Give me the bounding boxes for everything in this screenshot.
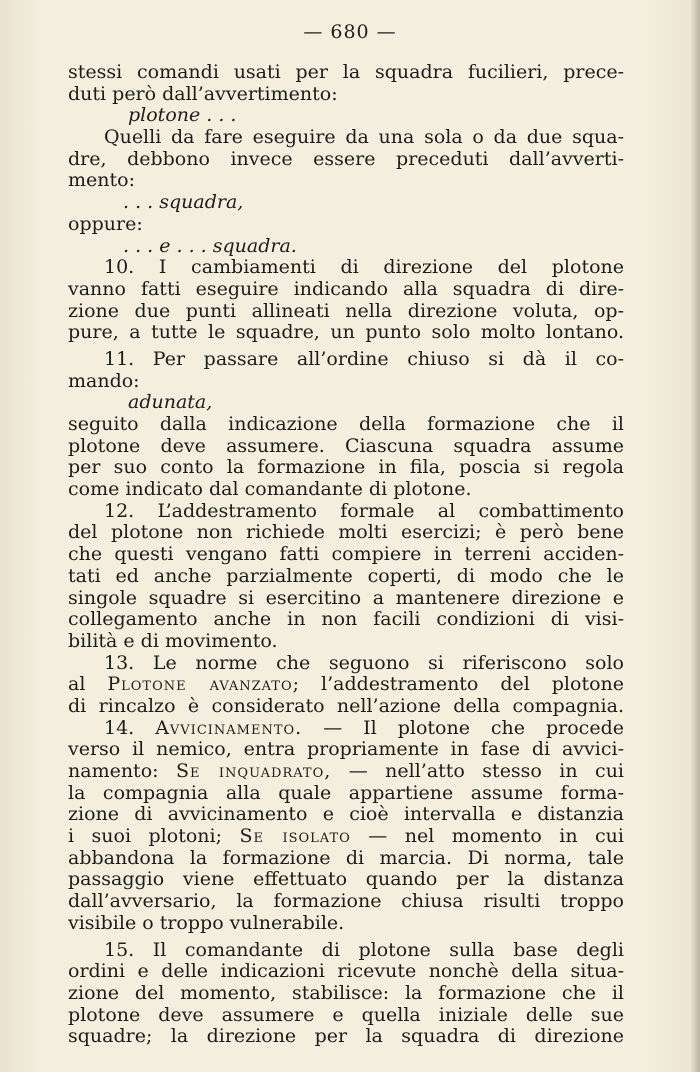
text-line: plotone deve assumere e quella iniziale delle sue: [68, 1004, 624, 1026]
text-line: zione due punti allineati nella direzione voluta, op-: [68, 300, 624, 322]
text-line: . . . e . . . squadra.: [123, 235, 297, 257]
text-line: 11. Per passare all’ordine chiuso si dà il co-: [104, 348, 624, 370]
text-line: squadre; la direzione per la squadra di direzione: [68, 1026, 624, 1048]
text-line: plotone deve assumere. Ciascuna squadra assume: [68, 435, 624, 457]
text-line: ordini e delle indicazioni ricevute nonchè della situa-: [68, 961, 624, 983]
text-line: plotone . . .: [128, 105, 237, 127]
text-line: pure, a tutte le squadre, un punto solo molto lontano.: [68, 322, 624, 344]
text-line: oppure:: [68, 213, 143, 235]
text-line: zione del momento, stabilisce: la formazione che il: [68, 982, 624, 1004]
page-number: — 680 —: [303, 21, 397, 43]
text-line: singole squadre si esercitino a mantenere direzione e: [68, 587, 624, 609]
text-line: del plotone non richiede molti esercizi; è però bene: [68, 522, 624, 544]
text-line: al Plotone avanzato; l’addestramento del plotone: [68, 674, 624, 696]
text-line: 10. I cambiamenti di direzione del plotone: [104, 257, 624, 279]
text-line: . . . squadra,: [123, 192, 244, 214]
text-line: passaggio viene effettuato quando per la distanza: [68, 869, 624, 891]
body-text: [68, 62, 624, 1048]
text-line: abbandona la formazione di marcia. Di norma, tale: [68, 847, 624, 869]
text-line: 13. Le norme che seguono si riferiscono solo: [104, 652, 624, 674]
text-line: 15. Il comandante di plotone sulla base degli: [104, 939, 624, 961]
text-line: zione di avvicinamento e cioè intervalla e distanzia: [68, 804, 624, 826]
text-line: mando:: [68, 370, 140, 392]
small-caps-term: Se inquadrato,: [175, 761, 332, 782]
text-line: 12. L’addestramento formale al combattimento: [104, 500, 624, 522]
text-line: namento: Se inquadrato, — nell’atto stesso in cui: [68, 761, 624, 782]
text-line: dre, debbono invece essere preceduti dall’avverti-: [68, 148, 624, 170]
text-line: Quelli da fare eseguire da una sola o da due squa-: [104, 127, 624, 149]
text-line: dall’avversario, la formazione chiusa risulti troppo: [68, 891, 624, 913]
text-line: tati ed anche parzialmente coperti, di modo che le: [68, 565, 624, 587]
text-line: stessi comandi usati per la squadra fucilieri, prece-: [68, 62, 624, 83]
text-line: duti però dall’avvertimento:: [68, 83, 338, 105]
text-line: di rincalzo è considerato nell’azione della compagnia.: [68, 695, 624, 717]
text-line: i suoi plotoni; Se isolato — nel momento in cui: [68, 826, 624, 848]
text-line: 14. Avvicinamento. — Il plotone che procede: [104, 717, 624, 739]
text-line: verso il nemico, entra propriamente in fase di avvici-: [68, 739, 624, 761]
text-line: bilità e di movimento.: [68, 630, 278, 652]
text-line: vanno fatti eseguire indicando alla squadra di dire-: [68, 278, 624, 300]
small-caps-term: Plotone avanzato: [107, 674, 293, 696]
text-line: che questi vengano fatti compiere in terreni acciden-: [68, 544, 624, 566]
text-line: per suo conto la formazione in fila, poscia si regola: [68, 457, 624, 479]
small-caps-term: Se isolato: [239, 826, 351, 848]
text-line: seguito dalla indicazione della formazione che il: [68, 414, 624, 435]
text-line: mento:: [68, 170, 135, 192]
text-line: collegamento anche in non facili condizioni di visi-: [68, 609, 624, 631]
text-line: visibile o troppo vulnerabile.: [68, 912, 345, 934]
small-caps-term: Avvicinamento.: [155, 717, 303, 739]
text-line: adunata,: [128, 392, 213, 414]
text-line: come indicato dal comandante di plotone.: [68, 479, 472, 501]
text-line: la compagnia alla quale appartiene assume forma-: [68, 782, 624, 804]
